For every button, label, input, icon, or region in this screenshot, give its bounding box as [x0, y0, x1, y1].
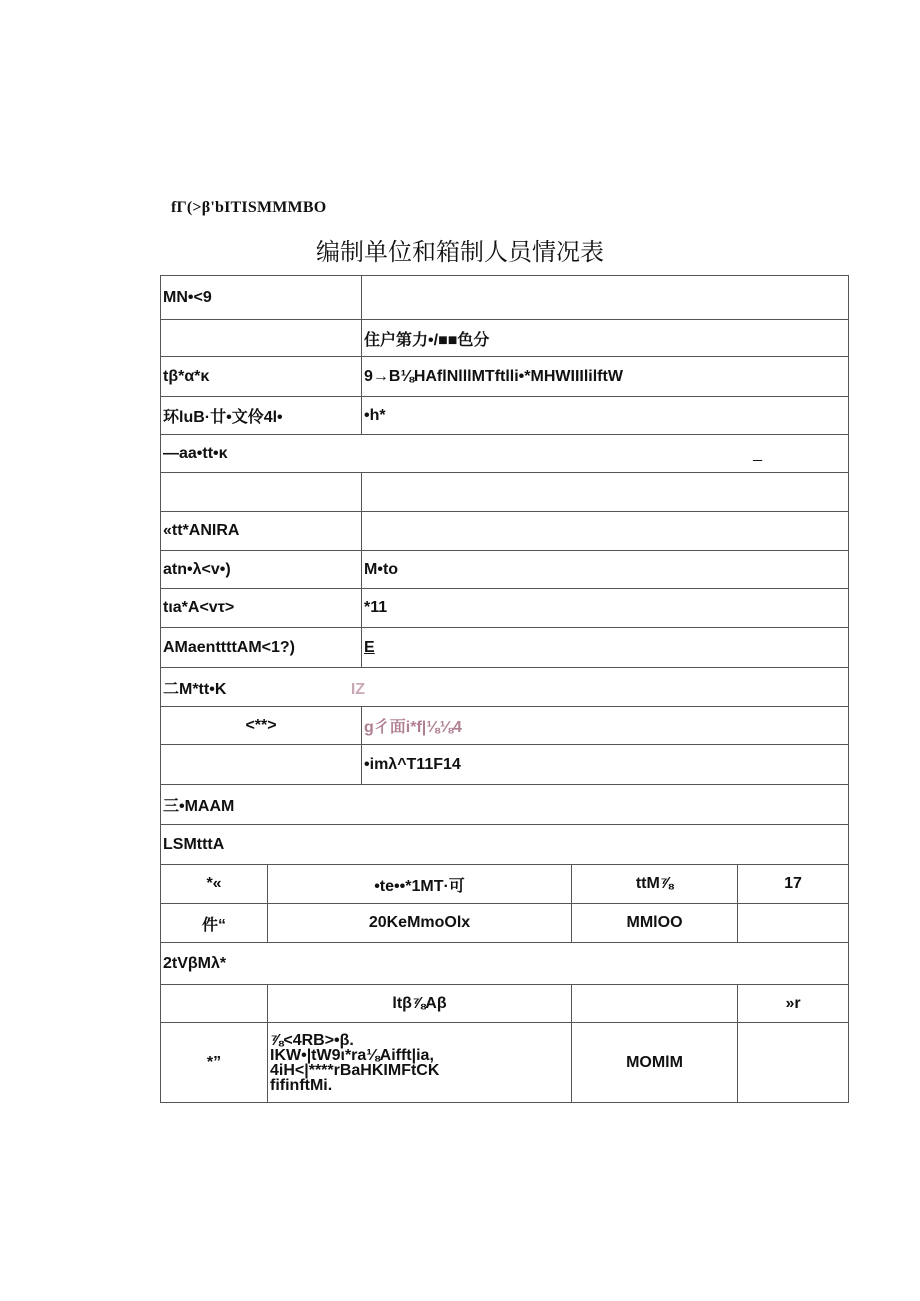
cell: 17 [738, 865, 849, 904]
cell-value: g彳面i*f|⅛⅛4 [362, 707, 849, 745]
cell-label [161, 745, 362, 785]
table-row [161, 1023, 849, 1103]
table-row [161, 589, 849, 628]
cell: »r [738, 985, 849, 1023]
cell: *” [161, 1023, 268, 1103]
cell-value: 9→B⅛HAflNlllMTftlli•*MHWIIIlilftW [362, 357, 849, 397]
table-row [161, 985, 849, 1023]
section-heading-label: —aa•tt•κ [163, 444, 228, 462]
cell-label: 环luB·廿•文伶4l• [161, 397, 362, 435]
cell-label [161, 320, 362, 357]
document-title: 编制单位和箱制人员情况表 [316, 238, 604, 266]
table-row [161, 473, 849, 512]
table-row [161, 320, 849, 357]
table-row [161, 357, 849, 397]
cell [161, 985, 268, 1023]
cell-value-text: E [364, 638, 375, 656]
table-row [161, 276, 849, 320]
section-heading-label: 二M*tt•K [163, 680, 227, 698]
table-row [161, 512, 849, 551]
cell-line: fifinftMi. [270, 1076, 333, 1094]
table-row [161, 668, 849, 707]
cell-value [362, 512, 849, 551]
cell: 件“ [161, 904, 268, 943]
cell-value [362, 473, 849, 512]
table-row [161, 628, 849, 668]
cell-multiline [268, 1023, 572, 1103]
cell-label [161, 473, 362, 512]
cell-label: MN•<9 [161, 276, 362, 320]
section-heading: 2tVβMλ* [161, 943, 849, 985]
cell-value: M•to [362, 551, 849, 589]
cell-value [362, 628, 849, 668]
cell-line: 4iH<|****rBaHKIMFtCK [270, 1061, 440, 1079]
cell-label: atn•λ<v•) [161, 551, 362, 589]
cell-value: *11 [362, 589, 849, 628]
section-heading: 三•MAAM [161, 785, 849, 825]
cell: 20KeMmoOlx [268, 904, 572, 943]
cell-label: tιa*A<vτ> [161, 589, 362, 628]
cell-value [362, 276, 849, 320]
section-heading [161, 435, 849, 473]
cell-label: tβ*α*κ [161, 357, 362, 397]
table-row [161, 865, 849, 904]
table-row [161, 745, 849, 785]
cell: *« [161, 865, 268, 904]
table-row [161, 435, 849, 473]
subsection-heading: LSMtttA [161, 825, 849, 865]
cell-line: ⅞<4RB>•β. [270, 1031, 354, 1049]
cell-label: «tt*ANIRA [161, 512, 362, 551]
cell: MMlOO [572, 904, 738, 943]
document-code: fΓ(>β'bΙTISMMMBO [171, 199, 327, 216]
cell: ttM⅞ [572, 865, 738, 904]
table-row [161, 551, 849, 589]
table-row [161, 707, 849, 745]
cell [738, 904, 849, 943]
table-row [161, 785, 849, 825]
table-row [161, 904, 849, 943]
cell-label: <**> [161, 707, 362, 745]
cell [738, 1023, 849, 1103]
cell [572, 985, 738, 1023]
table-row [161, 397, 849, 435]
cell-value: 住户第力•/■■色分 [362, 320, 849, 357]
table-row [161, 825, 849, 865]
section-mark: IZ [350, 680, 366, 698]
cell-line: IKW•|tW9ι*ra⅛Aifft|ia, [270, 1046, 434, 1064]
cell-value: •h* [362, 397, 849, 435]
cell-label: AMaenttttAM<1?) [161, 628, 362, 668]
section-heading [161, 668, 849, 707]
staffing-form-table [160, 275, 849, 1103]
cell: •te••*1MT·可 [268, 865, 572, 904]
cell: MOMlM [572, 1023, 738, 1103]
cell-value: •imλ^T11F14 [362, 745, 849, 785]
cell: ltβ⅞Aβ [268, 985, 572, 1023]
section-mark: _ [753, 444, 763, 462]
table-row [161, 943, 849, 985]
